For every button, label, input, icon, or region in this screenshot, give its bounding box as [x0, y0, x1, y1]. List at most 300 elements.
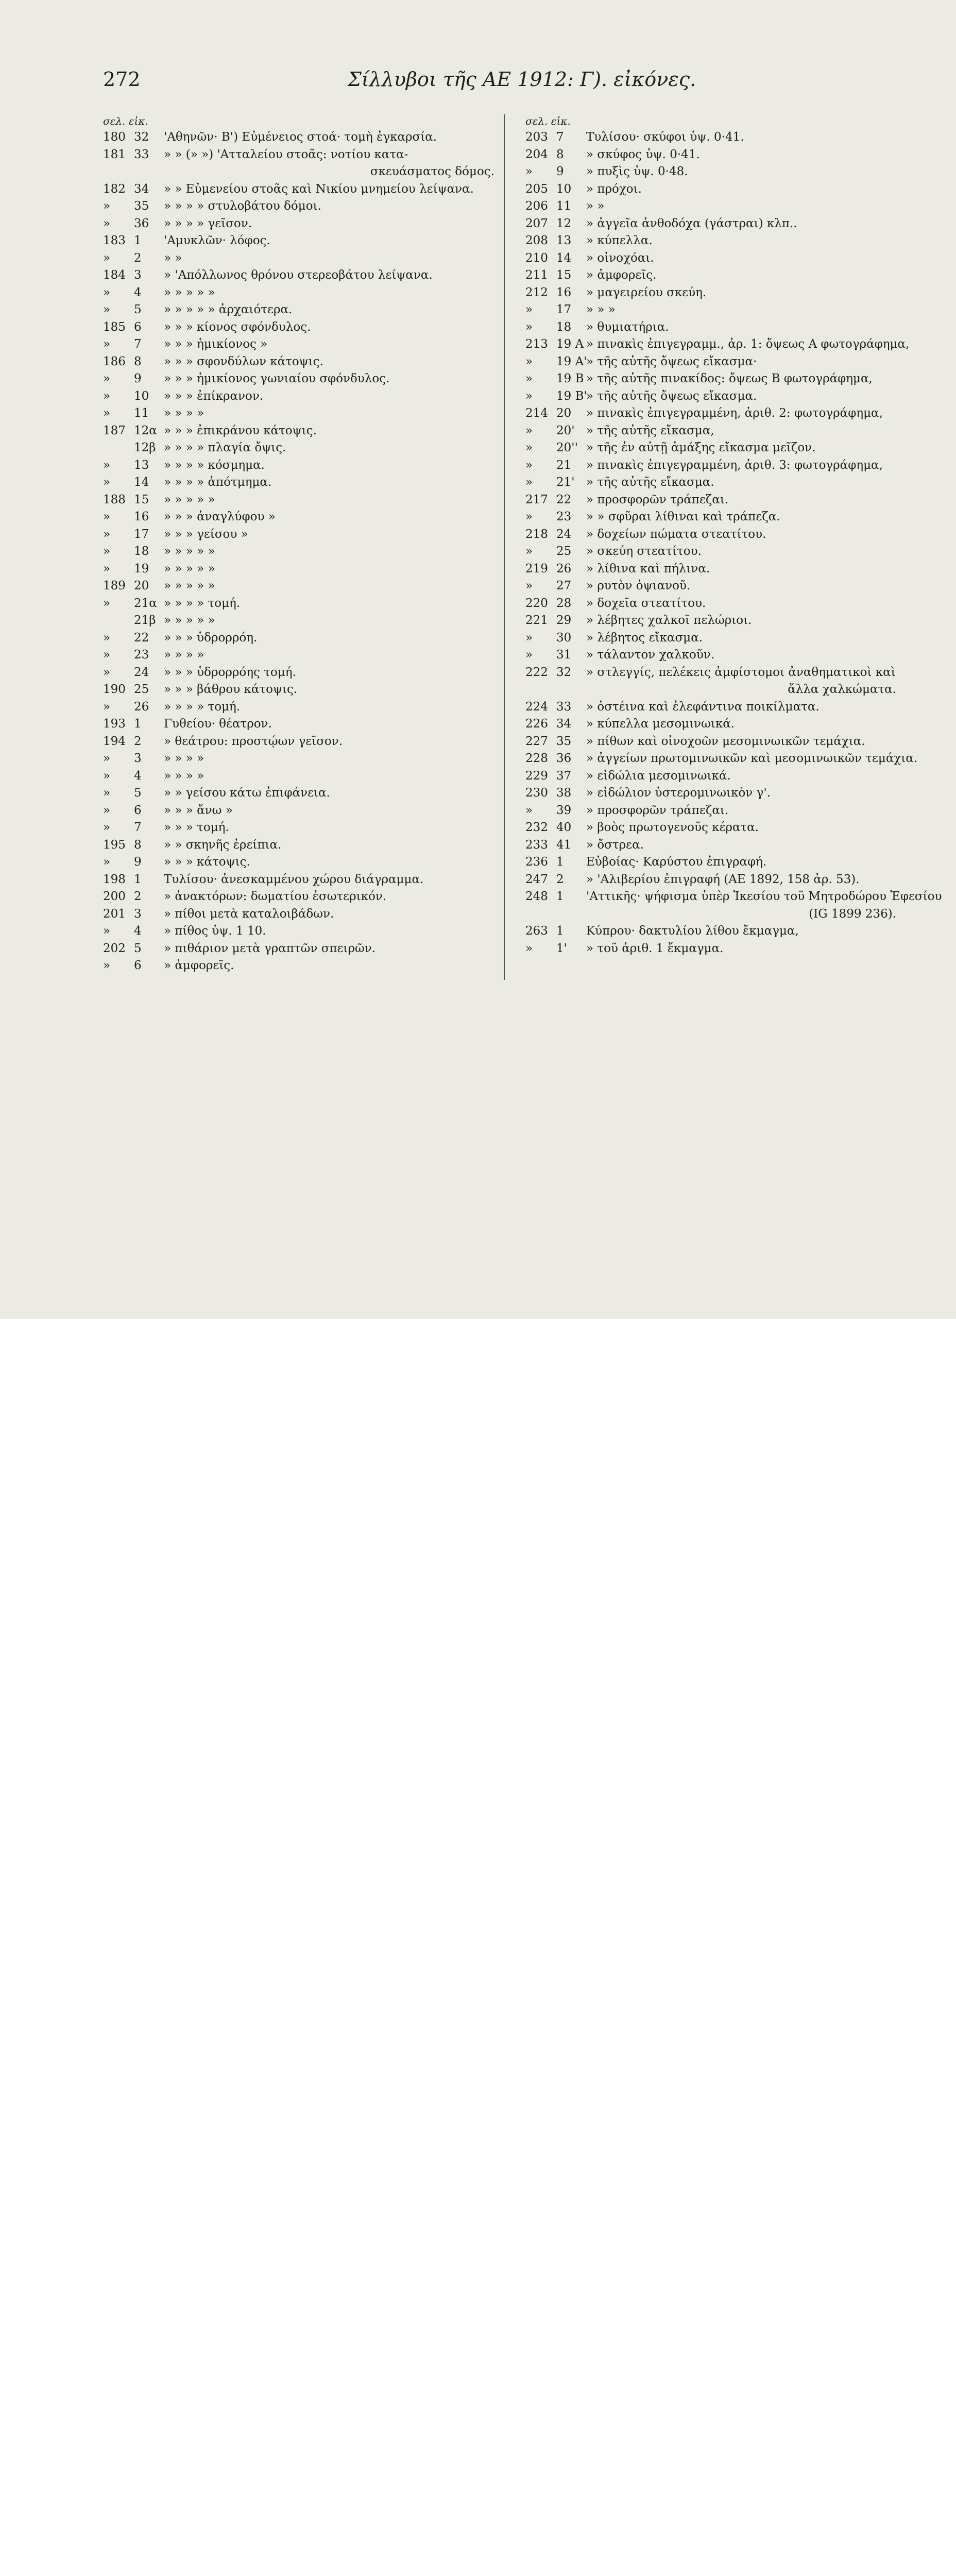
left-entry-list: [103, 129, 494, 975]
entry-row: [525, 664, 896, 682]
caption-cell: » » » » »: [164, 614, 215, 627]
page-cell: 229: [525, 769, 548, 783]
caption-continuation: σκευάσματος δόμος.: [370, 165, 494, 178]
page-cell: »: [525, 476, 533, 489]
entry-row: [103, 198, 494, 215]
figure-cell: 26: [134, 700, 149, 714]
caption-cell: » τῆς αὐτῆς εἴκασμα,: [586, 423, 714, 437]
entry-row: [525, 439, 896, 457]
caption-cell: » εἰδώλια μεσομινωικά.: [586, 769, 731, 783]
entry-row: [103, 336, 494, 353]
page-cell: 233: [525, 838, 548, 852]
page-cell: »: [525, 803, 533, 817]
entry-row: [103, 612, 494, 630]
caption-cell: » εἰδώλιον ὑστερομινωικὸν γ'.: [586, 786, 771, 800]
caption-cell: » ρυτὸν ὀψιανοῦ.: [586, 579, 691, 592]
caption-cell: » τοῦ ἀριθ. 1 ἔκμαγμα.: [586, 941, 724, 955]
figure-cell: 1: [556, 924, 564, 938]
caption-cell: » ἀγγείων πρωτομινωικῶν καὶ μεσομινωικῶν τεμάχια.: [586, 752, 918, 765]
entry-row: [103, 422, 494, 440]
caption-cell: » λίθινα καὶ πήλινα.: [586, 562, 710, 575]
figure-cell: 38: [556, 786, 572, 800]
figure-cell: 20'': [556, 441, 578, 454]
entry-row: [103, 163, 494, 181]
figure-cell: 17: [556, 303, 572, 316]
page-cell: 200: [103, 890, 126, 903]
figure-cell: 23: [134, 648, 149, 662]
caption-cell: » τάλαντον χαλκοῦν.: [586, 648, 715, 662]
figure-cell: 16: [556, 285, 572, 299]
page-cell: 217: [525, 493, 548, 506]
page-cell: »: [103, 510, 111, 523]
page-cell: 198: [103, 872, 126, 886]
caption-cell: 'Αμυκλῶν· λόφος.: [164, 234, 270, 247]
page-cell: 203: [525, 130, 548, 144]
page-cell: 236: [525, 855, 548, 869]
figure-cell: 14: [134, 476, 149, 489]
entry-row: [525, 232, 896, 250]
figure-cell: 40: [556, 821, 572, 834]
entry-row: [103, 439, 494, 457]
figure-cell: 20: [556, 406, 572, 420]
entry-row: [103, 923, 494, 940]
page-cell: 227: [525, 734, 548, 748]
entry-row: [525, 630, 896, 647]
entry-row: [525, 474, 896, 492]
entry-row: [103, 492, 494, 509]
caption-cell: » 'Αλιβερίου ἐπιγραφή (ΑΕ 1892, 158 ἀρ. 53).: [586, 872, 860, 886]
caption-cell: » πίθος ὑψ. 1 10.: [164, 924, 266, 938]
entry-row: [525, 405, 896, 422]
caption-cell: » » » κάτοψις.: [164, 855, 250, 869]
caption-cell: » » » ἡμικίονος »: [164, 337, 268, 351]
page-cell: 232: [525, 821, 548, 834]
entry-row: [103, 595, 494, 613]
figure-cell: 6: [134, 803, 142, 817]
entry-row: [525, 388, 896, 405]
entry-row: [103, 647, 494, 664]
page-cell: 207: [525, 216, 548, 230]
entry-row: [103, 215, 494, 233]
page-cell: »: [525, 372, 533, 385]
page-cell: »: [525, 631, 533, 645]
entry-row: [103, 871, 494, 889]
caption-cell: » » σφῦραι λίθιναι καὶ τράπεζα.: [586, 510, 780, 523]
page-cell: 187: [103, 423, 126, 437]
page-cell: »: [103, 303, 111, 316]
figure-cell: 10: [134, 389, 149, 403]
figure-cell: 35: [134, 199, 149, 213]
caption-cell: 'Αττικῆς· ψήφισμα ὑπὲρ Ἱκεσίου τοῦ Μητροδώρου Ἐφεσίου: [586, 890, 942, 903]
figure-cell: 2: [134, 734, 142, 748]
entry-row: [525, 526, 896, 544]
caption-cell: » πινακὶς ἐπιγεγραμμ., ἀρ. 1: ὄψεως Α φωτογράφημα,: [586, 337, 910, 351]
entry-row: [103, 940, 494, 958]
caption-cell: Τυλίσου· σκύφοι ὑψ. 0·41.: [586, 130, 744, 144]
figure-cell: 4: [134, 769, 142, 783]
caption-cell: » δοχείων πώματα στεατίτου.: [586, 527, 766, 541]
page-cell: 193: [103, 717, 126, 731]
caption-cell: » » » » πλαγία ὄψις.: [164, 441, 286, 454]
page-cell: 181: [103, 147, 126, 161]
page-cell: 222: [525, 665, 548, 679]
page-cell: 186: [103, 354, 126, 368]
caption-cell: » τῆς αὐτῆς ὄψεως εἴκασμα·: [586, 354, 757, 368]
figure-cell: 1': [556, 941, 567, 955]
caption-cell: » »: [164, 251, 182, 265]
caption-cell: » πυξὶς ὑψ. 0·48.: [586, 165, 688, 178]
figure-cell: 39: [556, 803, 572, 817]
page-cell: »: [103, 372, 111, 385]
page-cell: »: [103, 251, 111, 265]
caption-cell: » πίθοι μετὰ καταλοιβάδων.: [164, 907, 334, 921]
entry-row: [103, 284, 494, 302]
page-cell: »: [103, 285, 111, 299]
figure-cell: 1: [134, 717, 142, 731]
figure-cell: 13: [556, 234, 572, 247]
page-cell: »: [525, 458, 533, 472]
caption-cell: » » » » »: [164, 493, 215, 506]
page-cell: 219: [525, 562, 548, 575]
figure-cell: 10: [556, 182, 572, 196]
entry-row: [525, 854, 896, 871]
caption-cell: » » » » στυλοβάτου δόμοι.: [164, 199, 321, 213]
figure-cell: 6: [134, 320, 142, 334]
caption-cell: » » » » τομή.: [164, 596, 241, 610]
caption-cell: » ἀμφορεῖς.: [586, 268, 657, 282]
caption-continuation: ἄλλα χαλκώματα.: [788, 683, 896, 696]
entry-row: [525, 336, 910, 353]
caption-cell: » βοὸς πρωτογενοῦς κέρατα.: [586, 821, 759, 834]
caption-cell: » ὀστέινα καὶ ἐλεφάντινα ποικίλματα.: [586, 700, 820, 714]
caption-cell: » πινακὶς ἐπιγεγραμμένη, ἀριθ. 2: φωτογράφημα,: [586, 406, 883, 420]
page-cell: 221: [525, 614, 548, 627]
entry-row: [103, 543, 494, 561]
figure-cell: 19 Α: [556, 337, 584, 351]
page-title: Σίλλυβοι τῆς ΑΕ 1912: Γ). εἰκόνες.: [348, 68, 696, 91]
figure-cell: 32: [134, 130, 149, 144]
entry-row: [525, 250, 896, 267]
figure-cell: 21α: [134, 596, 157, 610]
entry-row: [103, 561, 494, 578]
page-cell: »: [103, 786, 111, 800]
page-cell: »: [525, 441, 533, 454]
caption-cell: » » » ἐπίκρανον.: [164, 389, 264, 403]
caption-cell: » » » »: [164, 406, 204, 420]
caption-cell: » » » γείσου »: [164, 527, 248, 541]
page-cell: »: [525, 510, 533, 523]
caption-cell: » μαγειρείου σκεύη.: [586, 285, 707, 299]
figure-cell: 12β: [134, 441, 156, 454]
figure-cell: 19 Β': [556, 389, 587, 403]
page-cell: 202: [103, 941, 126, 955]
figure-cell: 29: [556, 614, 572, 627]
entry-row: [103, 664, 494, 682]
figure-cell: 18: [134, 545, 149, 558]
page-cell: »: [103, 596, 111, 610]
caption-cell: » ἀμφορεῖς.: [164, 959, 234, 972]
entry-row: [525, 301, 896, 319]
page-cell: 212: [525, 285, 548, 299]
figure-cell: 5: [134, 303, 142, 316]
figure-cell: 9: [134, 372, 142, 385]
figure-cell: 3: [134, 752, 142, 765]
page-cell: »: [103, 527, 111, 541]
caption-cell: » ἀνακτόρων: δωματίου ἐσωτερικόν.: [164, 890, 387, 903]
entry-row: [103, 957, 494, 975]
page-cell: »: [103, 337, 111, 351]
caption-cell: » » » » »: [164, 285, 215, 299]
entry-row: [103, 267, 494, 284]
page-cell: 248: [525, 890, 548, 903]
figure-cell: 3: [134, 268, 142, 282]
caption-cell: » 'Απόλλωνος θρόνου στερεοβάτου λείψανα.: [164, 268, 433, 282]
entry-row: [525, 837, 896, 854]
caption-cell: » » » » » ἀρχαιότερα.: [164, 303, 293, 316]
entry-row: [103, 370, 494, 388]
entry-row: [525, 509, 896, 526]
figure-cell: 14: [556, 251, 572, 265]
caption-cell: » τῆς αὐτῆς ὄψεως εἴκασμα.: [586, 389, 757, 403]
figure-cell: 18: [556, 320, 572, 334]
caption-cell: » » » » γεῖσον.: [164, 216, 252, 230]
entry-row: [103, 319, 494, 336]
figure-cell: 2: [134, 890, 142, 903]
caption-cell: » » » » »: [164, 545, 215, 558]
page-cell: 208: [525, 234, 548, 247]
figure-cell: 1: [556, 855, 564, 869]
caption-cell: » » Εὐμενείου στοᾶς καὶ Νικίου μνημείου λείψανα.: [164, 182, 474, 196]
figure-cell: 12: [556, 216, 572, 230]
caption-cell: » » » »: [164, 752, 204, 765]
page-cell: 211: [525, 268, 548, 282]
figure-cell: 7: [134, 337, 142, 351]
figure-cell: 8: [134, 838, 142, 852]
figure-cell: 11: [134, 406, 149, 420]
figure-cell: 2: [556, 872, 564, 886]
page-cell: 214: [525, 406, 548, 420]
left-column-heading: σελ. εἰκ.: [103, 115, 148, 127]
figure-cell: 35: [556, 734, 572, 748]
figure-cell: 3: [134, 907, 142, 921]
figure-cell: 19 Β: [556, 372, 584, 385]
caption-cell: » τῆς αὐτῆς πινακίδος: ὄψεως Β φωτογράφημα,: [586, 372, 873, 385]
figure-cell: 19 Α': [556, 354, 587, 368]
caption-cell: » τῆς αὐτῆς εἴκασμα.: [586, 476, 714, 489]
caption-cell: » πίθων καὶ οἰνοχοῶν μεσομινωικῶν τεμάχια.: [586, 734, 865, 748]
figure-cell: 6: [134, 959, 142, 972]
page-cell: 194: [103, 734, 126, 748]
figure-cell: 21: [556, 458, 572, 472]
caption-cell: » θυμιατήρια.: [586, 320, 669, 334]
caption-cell: » » » σφονδύλων κάτοψις.: [164, 354, 323, 368]
right-column-heading: σελ. εἰκ.: [525, 115, 571, 127]
page-cell: 224: [525, 700, 548, 714]
entry-row: [525, 716, 896, 733]
page-cell: »: [103, 769, 111, 783]
figure-cell: 22: [556, 493, 572, 506]
entry-row: [525, 871, 896, 889]
caption-cell: » προσφορῶν τράπεζαι.: [586, 803, 729, 817]
page-cell: 184: [103, 268, 126, 282]
entry-row: [525, 129, 896, 146]
caption-cell: » λέβητος εἴκασμα.: [586, 631, 703, 645]
footer-bar: [0, 1319, 956, 1388]
entry-row: [525, 163, 896, 181]
caption-cell: » » » » τομή.: [164, 700, 241, 714]
entry-row: [525, 785, 896, 802]
caption-cell: » »: [586, 199, 605, 213]
figure-cell: 9: [134, 855, 142, 869]
caption-cell: » κύπελλα μεσομινωικά.: [586, 717, 735, 731]
page-cell: 183: [103, 234, 126, 247]
page-cell: »: [525, 165, 533, 178]
figure-cell: 24: [556, 527, 572, 541]
page-cell: »: [103, 389, 111, 403]
entry-row: [525, 457, 896, 474]
caption-cell: » στλεγγίς, πελέκεις ἀμφίστομοι ἀναθηματικοὶ καὶ: [586, 665, 896, 679]
figure-cell: 41: [556, 838, 572, 852]
right-entry-list: [525, 129, 942, 957]
page-cell: »: [525, 648, 533, 662]
entry-row: [525, 319, 896, 336]
page-cell: »: [103, 855, 111, 869]
figure-cell: 34: [556, 717, 572, 731]
caption-cell: » » » ἄνω »: [164, 803, 233, 817]
figure-cell: 13: [134, 458, 149, 472]
page-cell: 180: [103, 130, 126, 144]
entry-row: [525, 284, 896, 302]
caption-cell: » οἰνοχόαι.: [586, 251, 654, 265]
entry-row: [525, 681, 896, 699]
entry-row: [525, 146, 896, 164]
entry-row: [103, 509, 494, 526]
caption-cell: » » » ὑδρορρόη.: [164, 631, 258, 645]
entry-row: [525, 543, 896, 561]
page-cell: 201: [103, 907, 126, 921]
entry-row: [525, 561, 896, 578]
caption-cell: » » » κίονος σφόνδυλος.: [164, 320, 311, 334]
entry-row: [525, 181, 896, 198]
caption-cell: » τῆς ἐν αὐτῇ ἀμάξης εἴκασμα μεῖζον.: [586, 441, 816, 454]
entry-row: [103, 578, 494, 595]
entry-row: [525, 888, 942, 906]
entry-row: [103, 181, 494, 198]
caption-cell: Κύπρου· δακτυλίου λίθου ἔκμαγμα,: [586, 924, 799, 938]
figure-cell: 8: [134, 354, 142, 368]
page-cell: »: [525, 303, 533, 316]
entry-row: [525, 940, 896, 958]
left-column: [103, 113, 494, 975]
figure-cell: 37: [556, 769, 572, 783]
caption-cell: » » » ἡμικίονος γωνιαίου σφόνδυλος.: [164, 372, 390, 385]
caption-cell: » » » τομή.: [164, 821, 229, 834]
page-cell: »: [103, 199, 111, 213]
entry-row: [103, 802, 494, 820]
page-cell: »: [103, 959, 111, 972]
page-cell: »: [103, 665, 111, 679]
page-cell: »: [103, 458, 111, 472]
entry-row: [103, 819, 494, 837]
entry-row: [525, 215, 896, 233]
page-cell: 218: [525, 527, 548, 541]
page-cell: »: [103, 821, 111, 834]
caption-cell: » » » ὑδρορρόης τομή.: [164, 665, 296, 679]
entry-row: [103, 457, 494, 474]
page-cell: 205: [525, 182, 548, 196]
figure-cell: 21β: [134, 614, 156, 627]
page-cell: 188: [103, 493, 126, 506]
entry-row: [103, 906, 494, 923]
page-cell: 182: [103, 182, 126, 196]
entry-row: [103, 474, 494, 492]
entry-row: [525, 267, 896, 284]
entry-row: [525, 802, 896, 820]
figure-cell: 4: [134, 285, 142, 299]
caption-cell: » » (» ») 'Ατταλείου στοᾶς: νοτίου κατα-: [164, 147, 408, 161]
entry-row: [525, 578, 896, 595]
entry-row: [103, 301, 494, 319]
caption-cell: » » σκηνῆς ἐρείπια.: [164, 838, 282, 852]
caption-cell: » ἀγγεῖα ἀνθοδόχα (γάστραι) κλπ..: [586, 216, 797, 230]
figure-cell: 8: [556, 147, 564, 161]
page-cell: »: [525, 320, 533, 334]
column-divider: [504, 114, 505, 980]
caption-cell: » » » » »: [164, 579, 215, 592]
page-cell: 189: [103, 579, 126, 592]
figure-cell: 15: [556, 268, 572, 282]
caption-cell: 'Αθηνῶν· Β') Εὐμένειος στοά· τομὴ ἐγκαρσία.: [164, 130, 437, 144]
entry-row: [103, 232, 494, 250]
entry-row: [103, 768, 494, 785]
caption-cell: Τυλίσου· ἀνεσκαμμένου χώρου διάγραμμα.: [164, 872, 424, 886]
figure-cell: 23: [556, 510, 572, 523]
figure-cell: 26: [556, 562, 572, 575]
caption-cell: » πρόχοι.: [586, 182, 642, 196]
caption-cell: » » » βάθρου κάτοψις.: [164, 683, 298, 696]
page-cell: »: [103, 648, 111, 662]
entry-row: [103, 854, 494, 871]
page-cell: »: [103, 545, 111, 558]
entry-row: [525, 750, 918, 768]
entry-row: [103, 250, 494, 267]
caption-cell: » » » »: [164, 769, 204, 783]
page-cell: 220: [525, 596, 548, 610]
entry-row: [525, 733, 896, 751]
page-cell: 206: [525, 199, 548, 213]
page-cell: 230: [525, 786, 548, 800]
entry-row: [103, 681, 494, 699]
caption-cell: » σκεύη στεατίτου.: [586, 545, 702, 558]
entry-row: [525, 422, 896, 440]
entry-row: [103, 785, 494, 802]
caption-cell: » ὄστρεα.: [586, 838, 644, 852]
caption-cell: Εὐβοίας· Καρύστου ἐπιγραφή.: [586, 855, 767, 869]
figure-cell: 27: [556, 579, 572, 592]
figure-cell: 2: [134, 251, 142, 265]
caption-continuation: (IG 1899 236).: [809, 907, 896, 921]
caption-cell: » » » »: [164, 648, 204, 662]
figure-cell: 15: [134, 493, 149, 506]
entry-row: [103, 388, 494, 405]
figure-cell: 32: [556, 665, 572, 679]
page-cell: 228: [525, 752, 548, 765]
page-cell: »: [103, 803, 111, 817]
entry-row: [525, 353, 896, 371]
figure-cell: 7: [556, 130, 564, 144]
figure-cell: 20': [556, 423, 575, 437]
page-cell: 204: [525, 147, 548, 161]
